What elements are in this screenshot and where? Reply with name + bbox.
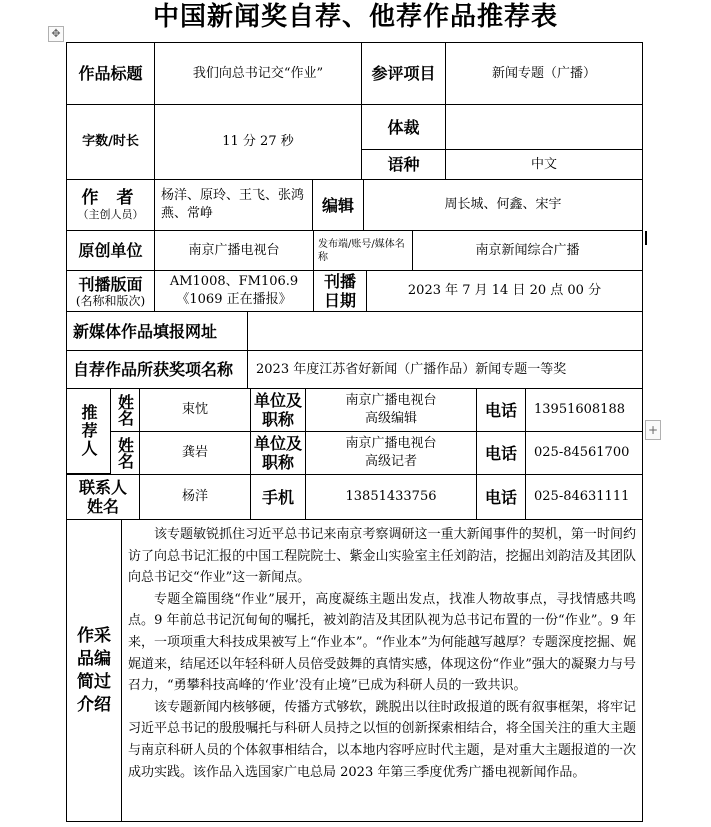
recommender-2-unit-line2: 高级记者: [364, 454, 417, 469]
label-recommender-1-unit: 单位及职称: [250, 388, 306, 432]
value-recommender-2-unit[interactable]: [305, 431, 477, 475]
label-recommender-2-unit: 单位及职称: [250, 431, 306, 475]
value-authors[interactable]: 杨洋、原玲、王飞、张鸿燕、常峥: [154, 179, 313, 231]
value-editor[interactable]: 周长城、何鑫、宋宇: [363, 179, 643, 231]
label-editor: 编辑: [312, 179, 364, 231]
recommender-2-unit-line1: 南京广播电视台: [345, 436, 437, 451]
label-authors: 作 者: [81, 187, 140, 208]
value-edition-line2: 《1069 正在播报》: [176, 292, 292, 307]
recommender-1-unit-line2: 高级编辑: [364, 411, 417, 426]
value-newmedia-url[interactable]: [247, 311, 643, 351]
page-title: 中国新闻奖自荐、他荐作品推荐表: [152, 2, 558, 32]
value-contact-phone[interactable]: 025-84631111: [525, 474, 643, 520]
label-publisher: 发布端/账号/媒体名称: [313, 230, 413, 271]
value-publisher[interactable]: 南京新闻综合广播: [412, 230, 643, 271]
label-date-cell: [313, 270, 367, 312]
label-recommender-2-phone: 电话: [476, 431, 526, 475]
value-language[interactable]: 中文: [445, 149, 643, 180]
label-intro: 作采品编简过介绍: [77, 625, 111, 715]
value-length[interactable]: 11 分 27 秒: [154, 104, 362, 180]
label-language: 语种: [361, 149, 446, 180]
label-genre: 体裁: [361, 104, 446, 150]
intro-paragraph-2: 专题全篇围绕“作业”展开，高度凝练主题出发点，找准人物故事点，寻找情感共鸣点。9 年前总书记沉甸甸的嘱托，被刘韵洁及其团队视为总书记布置的一份“作业”。9 年来，一项项重大科技成果被写上“作业本”。“作业本”为何能越写越厚？专题深度挖掘、娓娓道来，结尾还以年轻科研人员倍受鼓舞的真情实感，体现这份“作业”强大的凝聚力与号召力，“勇攀科技高峰的‘作业’没有止境”已成为科研人员的一致共识。: [128, 591, 636, 694]
label-date-line2: 日期: [323, 291, 356, 310]
label-award: 自荐作品所获奖项名称: [66, 350, 248, 389]
value-contact-name[interactable]: 杨洋: [139, 474, 251, 520]
value-edition-cell[interactable]: [154, 270, 314, 312]
label-recommender-1-name: 姓名: [110, 388, 140, 432]
value-recommender-2-phone[interactable]: 025-84561700: [525, 431, 643, 475]
text-cursor: [645, 231, 647, 245]
value-work-title[interactable]: 我们向总书记交“作业”: [154, 42, 362, 105]
value-recommender-1-phone[interactable]: 13951608188: [525, 388, 643, 432]
label-recommenders: 推荐人: [66, 388, 111, 474]
label-date-line1: 刊播: [323, 272, 356, 291]
value-recommender-1-unit[interactable]: [305, 388, 477, 432]
label-intro-cell: [66, 519, 122, 822]
value-category[interactable]: 新闻专题（广播）: [445, 42, 643, 105]
label-contact-phone: 电话: [476, 474, 526, 520]
label-recommender-1-phone: 电话: [476, 388, 526, 432]
value-recommender-2-name[interactable]: 龚岩: [139, 431, 251, 475]
value-date[interactable]: 2023 年 7 月 14 日 20 点 00 分: [366, 270, 643, 312]
intro-paragraph-3: 该专题新闻内核够硬，传播方式够软，跳脱出以往时政报道的既有叙事框架，将牢记习近平总书记的殷殷嘱托与科研人员持之以恒的创新探索相结合，将全国关注的重大主题与南京科研人员的个体叙事相结合，以本地内容呼应时代主题，是对重大主题报道的一次成功实践。该作品入选国家广电总局 2023 年第三季度优秀广播电视新闻作品。: [128, 699, 636, 780]
recommendation-table: [66, 42, 643, 822]
label-recommender-2-name: 姓名: [110, 431, 140, 475]
value-recommender-1-name[interactable]: 束忱: [139, 388, 251, 432]
label-edition: 刊播版面: [78, 274, 143, 294]
label-category: 参评项目: [361, 42, 446, 105]
label-edition-cell: [66, 270, 155, 312]
recommender-1-unit-line1: 南京广播电视台: [345, 393, 437, 408]
label-work-title: 作品标题: [66, 42, 155, 105]
add-row-icon[interactable]: +: [645, 420, 661, 440]
label-authors-cell: [66, 179, 155, 231]
value-award[interactable]: 2023 年度江苏省好新闻（广播作品）新闻专题一等奖: [247, 350, 643, 389]
table-move-handle-icon[interactable]: ✥: [48, 26, 64, 42]
value-intro[interactable]: [121, 519, 643, 822]
label-contact-mobile: 手机: [250, 474, 306, 520]
label-unit: 原创单位: [66, 230, 155, 271]
label-authors-sub: （主创人员）: [77, 207, 144, 221]
value-unit[interactable]: 南京广播电视台: [154, 230, 314, 271]
label-newmedia-url: 新媒体作品填报网址: [66, 311, 248, 351]
value-contact-mobile[interactable]: 13851433756: [305, 474, 477, 520]
label-length: 字数/时长: [66, 104, 155, 180]
value-edition-line1: AM1008、FM106.9: [169, 274, 299, 289]
label-edition-sub: (名称和版次): [75, 293, 146, 308]
intro-paragraph-1: 该专题敏锐抓住习近平总书记来南京考察调研这一重大新闻事件的契机，第一时间约访了向总书记汇报的中国工程院院士、紫金山实验室主任刘韵洁，挖掘出刘韵洁及其团队向总书记交“作业”这一新闻点。: [128, 527, 636, 586]
label-contact: 联系人姓名: [66, 474, 140, 520]
value-genre[interactable]: [445, 104, 643, 150]
